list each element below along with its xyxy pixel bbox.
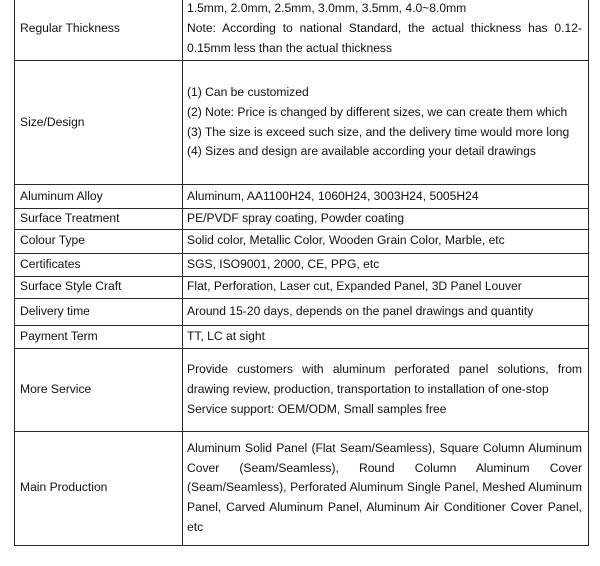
- row-value: [183, 276, 589, 298]
- value-line: Note: According to national Standard, the actual thickness has 0.12-0.15mm less than the actual thickness: [187, 21, 582, 55]
- value-line: Aluminum Solid Panel (Flat Seam/Seamless), Square Column Aluminum Cover (Seam/Seamless), Round Column Aluminum Cover (Seam/Seamless), Perforated Aluminum Single Panel, Meshed Aluminum Panel, Carved Aluminum Panel, Aluminum Air Conditioner Cover Panel, etc: [187, 440, 582, 534]
- value-line: Provide customers with aluminum perforated panel solutions, from drawing review, production, transportation to installation of one-stop: [187, 362, 582, 396]
- spec-row-surface-treatment: [15, 209, 589, 230]
- spec-row-delivery-time: [15, 298, 589, 325]
- row-value: [183, 0, 589, 61]
- row-label: Surface Style Craft: [15, 276, 183, 298]
- value-line: Flat, Perforation, Laser cut, Expanded Panel, 3D Panel Louver: [187, 279, 522, 294]
- row-label: Surface Treatment: [15, 209, 183, 230]
- value-line: PE/PVDF spray coating, Powder coating: [187, 211, 405, 225]
- row-label: Aluminum Alloy: [15, 185, 183, 209]
- row-value: [183, 229, 589, 253]
- spec-row-surface-style-craft: [15, 276, 589, 298]
- row-value: [183, 253, 589, 276]
- value-line: SGS, ISO9001, 2000, CE, PPG, etc: [187, 256, 380, 271]
- row-label: Certificates: [15, 253, 183, 276]
- value-line: Service support: OEM/ODM, Small samples free: [187, 401, 447, 416]
- spec-table-body: [15, 0, 589, 545]
- spec-table: [14, 0, 589, 546]
- row-label: Delivery time: [15, 298, 183, 325]
- spec-row-payment-term: [15, 325, 589, 348]
- spec-row-colour-type: [15, 229, 589, 253]
- value-line: (4) Sizes and design are available according your detail drawings: [187, 144, 536, 159]
- value-line: 1.5mm, 2.0mm, 2.5mm, 3.0mm, 3.5mm, 4.0~8.0mm: [187, 1, 467, 16]
- spec-row-regular-thickness: [15, 0, 589, 61]
- spec-row-certificates: [15, 253, 589, 276]
- row-value: [183, 209, 589, 230]
- row-value: [183, 298, 589, 325]
- row-label: Regular Thickness: [15, 0, 183, 61]
- value-line: Solid color, Metallic Color, Wooden Grain Color, Marble, etc: [187, 233, 505, 248]
- row-value: [183, 348, 589, 431]
- row-label: Colour Type: [15, 229, 183, 253]
- spec-row-aluminum-alloy: [15, 185, 589, 209]
- spec-row-more-service: [15, 348, 589, 431]
- spec-row-size-design: [15, 61, 589, 185]
- row-value: [183, 431, 589, 545]
- row-label: Payment Term: [15, 325, 183, 348]
- row-value: [183, 185, 589, 209]
- row-label: Main Production: [15, 431, 183, 545]
- value-line: (2) Note: Price is changed by different sizes, we can create them which: [187, 104, 568, 119]
- spec-row-main-production: [15, 431, 589, 545]
- row-label: More Service: [15, 348, 183, 431]
- value-line: (3) The size is exceed such size, and the delivery time would more long: [187, 124, 570, 139]
- row-value: [183, 325, 589, 348]
- value-line: Aluminum, AA1100H24, 1060H24, 3003H24, 5005H24: [187, 188, 479, 203]
- row-value: [183, 61, 589, 185]
- row-label: Size/Design: [15, 61, 183, 185]
- value-line: (1) Can be customized: [187, 84, 309, 99]
- value-line: Around 15-20 days, depends on the panel drawings and quantity: [187, 303, 534, 318]
- value-line: TT, LC at sight: [187, 328, 265, 343]
